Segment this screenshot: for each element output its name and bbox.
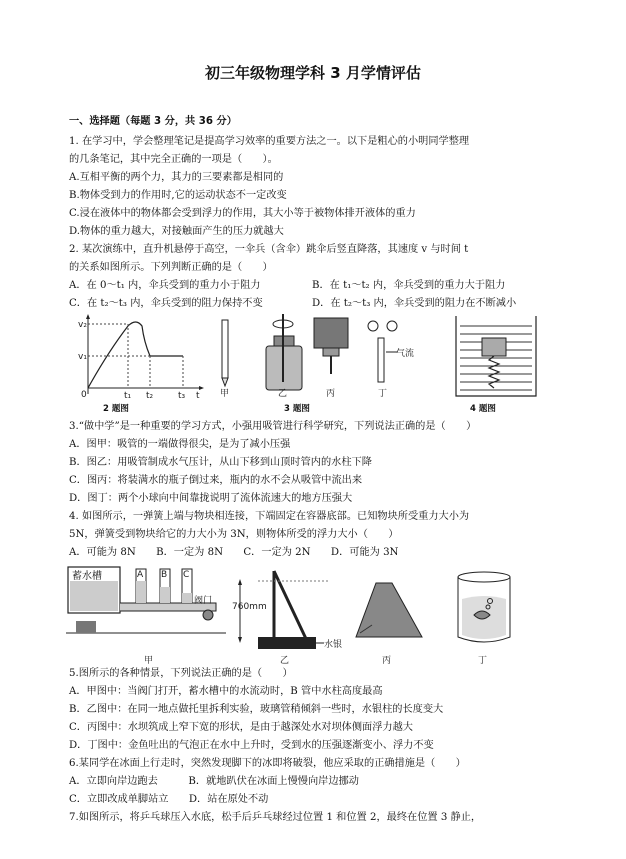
q3-option-c: C．图丙：将装满水的瓶子倒过来，瓶内的水不会从吸管中流出来 (69, 475, 363, 486)
q4-options: A．可能为 8N B．一定为 8N C．一定为 2N D．可能为 3N (69, 547, 399, 558)
airflow-label: 气流 (396, 349, 415, 359)
spring-drawing (489, 356, 499, 388)
ball-right-drawing (387, 321, 397, 331)
inverted-bottle-drawing (314, 318, 348, 348)
q4-stem-line1: 4. 如图所示，一弹簧上端与物块相连接，下端固定在容器底部。已知物块所受重力大小为 (69, 511, 470, 522)
page-title: 初三年级物理学科 3 月学情评估 (205, 64, 421, 82)
fig3-label-yi: 乙 (278, 389, 288, 399)
section-heading: 一、选择题（每题 3 分，共 36 分） (69, 116, 237, 127)
graph-label-t3: t₃ (178, 391, 186, 398)
fish-tank-figure (444, 563, 524, 667)
fig3-label-ding: 丁 (378, 389, 388, 399)
straw-experiments-figure (210, 312, 440, 400)
q2-stem-line1: 2. 某次演练中，直升机悬停于高空，一伞兵（含伞）跳伞后竖直降落，其速度 v 与时间 t (69, 244, 469, 255)
graph-label-v2: v₂ (78, 320, 87, 330)
fig3-label-bing: 丙 (326, 389, 336, 399)
graph-label-t: t (196, 391, 200, 398)
q3-stem: 3.“做中学”是一种重要的学习方式，小强用吸管进行科学研究，下列说法正确的是（ ） (69, 421, 477, 432)
q2-option-a: A．在 0～t₁ 内，伞兵受到的重力小于阻力 (69, 280, 261, 291)
q2-option-b: B．在 t₁～t₂ 内，伞兵受到的重力大于阻力 (312, 280, 506, 291)
mercury-dish (258, 637, 316, 649)
straw-sharp-drawing (222, 320, 228, 378)
q5-option-c: C．丙图中：水坝筑成上窄下宽的形状，是由于越深处水对坝体侧面浮力越大 (69, 722, 413, 733)
torricelli-figure (228, 563, 346, 667)
q3-option-a: A．图甲：吸管的一端做得很尖，是为了减小压强 (69, 439, 291, 450)
q1-option-d: D.物体的重力越大，对接触面产生的压力就越大 (69, 226, 284, 237)
mercury-label: 水银 (324, 640, 343, 650)
q7-stem: 7.如图所示，将乒乓球压入水底，松手后乒乓球经过位置 1 和位置 2，最终在位置 3 静止， (69, 812, 482, 823)
height-label: 760mm (232, 602, 267, 612)
q4-stem-line2: 5N，弹簧受到物块给它的力大小为 3N，则物体所受的浮力大小（ ） (69, 529, 399, 540)
graph-label-t2: t₂ (146, 391, 154, 398)
valve-label: 阀门 (194, 596, 213, 606)
pipe-label-a: A (137, 570, 144, 580)
q1-stem-line1: 1. 在学习中，学会整理笔记是提高学习效率的重要方法之一。以下是粗心的小明同学整理 (69, 136, 470, 147)
graph-label-v1: v₁ (78, 352, 87, 362)
caption-fig2: 2 题图 (103, 404, 129, 414)
graph-label-origin: 0 (81, 390, 87, 398)
q1-stem-line2: 的几条笔记，其中完全正确的一项是（ ）。 (69, 154, 278, 165)
q6-options-line2: C．立即改成单脚站立 D．站在原处不动 (69, 794, 269, 805)
q3-option-b: B．图乙：用吸管制成水气压计，从山下移到山顶时管内的水柱下降 (69, 457, 372, 468)
valve-icon (203, 610, 213, 620)
graph-label-t1: t₁ (124, 391, 132, 398)
q2-option-d: D．在 t₂～t₃ 内，伞兵受到的阻力在不断减小 (312, 298, 517, 309)
fig5-label-bing: 丙 (382, 656, 392, 666)
pipe-label-c: C (183, 570, 190, 580)
spring-block-container-figure (452, 312, 542, 400)
q5-option-b: B．乙图中：在同一地点做托里拆利实验，玻璃管稍倾斜一些时，水银柱的长度变大 (69, 704, 444, 715)
q1-option-c: C.浸在液体中的物体都会受到浮力的作用，其大小等于被物体排开液体的重力 (69, 208, 416, 219)
tank-label: 蓄水槽 (72, 571, 102, 582)
q5-stem: 5.图所示的各种情景，下列说法正确的是（ ） (69, 668, 293, 679)
fig5-label-yi: 乙 (280, 656, 290, 666)
caption-fig4: 4 题图 (470, 404, 496, 414)
q1-option-b: B.物体受到力的作用时,它的运动状态不一定改变 (69, 190, 287, 201)
q2-stem-line2: 的关系如图所示。下列判断正确的是（ ） (69, 262, 273, 273)
block-drawing (482, 338, 506, 356)
q2-option-c: C．在 t₂～t₃ 内，伞兵受到的阻力保持不变 (69, 298, 263, 309)
caption-fig3: 3 题图 (284, 404, 310, 414)
dam-figure (352, 563, 432, 667)
fig5-label-jia: 甲 (144, 656, 154, 666)
fig5-label-ding: 丁 (478, 656, 488, 666)
q5-option-d: D．丁图中：金鱼吐出的气泡正在水中上升时，受到水的压强逐渐变小、浮力不变 (69, 740, 434, 751)
fig3-label-jia: 甲 (220, 389, 230, 399)
q3-option-d: D．图丁：两个小球向中间靠拢说明了流体流速大的地方压强大 (69, 493, 353, 504)
q1-option-a: A.互相平衡的两个力，其力的三要素都是相同的 (69, 172, 284, 183)
q5-option-a: A．甲图中：当阀门打开，蓄水槽中的水流动时，B 管中水柱高度最高 (69, 686, 383, 697)
ball-left-drawing (368, 321, 378, 331)
velocity-time-graph (78, 312, 206, 398)
pipe-label-b: B (161, 570, 168, 580)
q6-stem: 6.某同学在冰面上行走时，突然发现脚下的冰即将破裂，他应采取的正确措施是（ ） (69, 758, 466, 769)
q6-options-line1: A．立即向岸边跑去 B．就地趴伏在冰面上慢慢向岸边挪动 (69, 776, 359, 787)
water-tank-pipes-figure (66, 563, 226, 667)
